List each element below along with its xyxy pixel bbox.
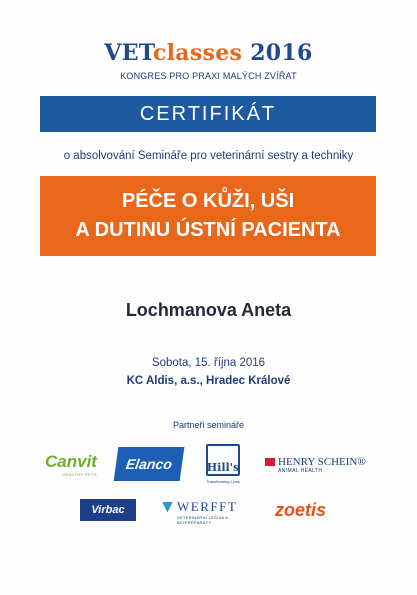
canvit-tagline: HEALTHY PETS	[62, 472, 97, 477]
zoetis-logo	[275, 498, 345, 522]
elanco-wordmark: Elanco	[124, 456, 174, 472]
certificate-title: CERTIFIKÁT	[139, 102, 277, 125]
topic-bar	[40, 176, 376, 256]
congress-subtitle: KONGRES PRO PRAXI MALÝCH ZVÍŘAT	[120, 71, 297, 81]
zoetis-wordmark: zoetis	[275, 499, 327, 520]
seminar-subtitle: o absolvování Semináře pro veterinární sestry a techniky	[63, 150, 354, 162]
henry-schein-logo	[265, 456, 375, 482]
hills-tagline: Transforming Lives	[206, 479, 240, 484]
topic-line-2: A DUTINU ÚSTNÍ PACIENTA	[75, 219, 341, 241]
virbac-wordmark: Virbac	[91, 504, 125, 516]
hills-logo	[202, 444, 244, 490]
brand-year: 2016	[250, 40, 313, 66]
henry-schein-mark-icon	[265, 458, 275, 466]
canvit-logo	[45, 452, 97, 484]
partners-label: Partneři semináře	[172, 420, 245, 430]
certificate-title-bar	[40, 96, 376, 132]
canvit-wordmark: Canvit	[45, 452, 97, 471]
virbac-logo	[80, 499, 136, 521]
event-date: Sobota, 15. října 2016	[151, 357, 266, 369]
event-venue: KC Aldis, a.s., Hradec Králové	[126, 375, 291, 387]
elanco-logo	[114, 447, 185, 481]
werfft-mark-icon	[162, 502, 173, 513]
henry-schein-tagline: ANIMAL HEALTH	[278, 468, 323, 474]
henry-schein-wordmark: HENRY SCHEIN®	[278, 456, 366, 468]
werfft-wordmark: WERFFT	[177, 499, 238, 514]
werfft-logo	[162, 499, 250, 525]
hills-wordmark: Hill's	[206, 461, 240, 474]
werfft-tagline: VETERINÁRNÍ LÉČIVA A BIOPREPARÁTY	[177, 515, 229, 525]
brand-vet: VET	[104, 40, 153, 66]
recipient-name: Lochmanova Aneta	[125, 300, 292, 320]
topic-line-1: PÉČE O KŮŽI, UŠI	[121, 190, 295, 212]
event-brand	[0, 40, 417, 66]
hills-crest-icon	[206, 444, 240, 476]
brand-classes: classes	[152, 40, 243, 66]
